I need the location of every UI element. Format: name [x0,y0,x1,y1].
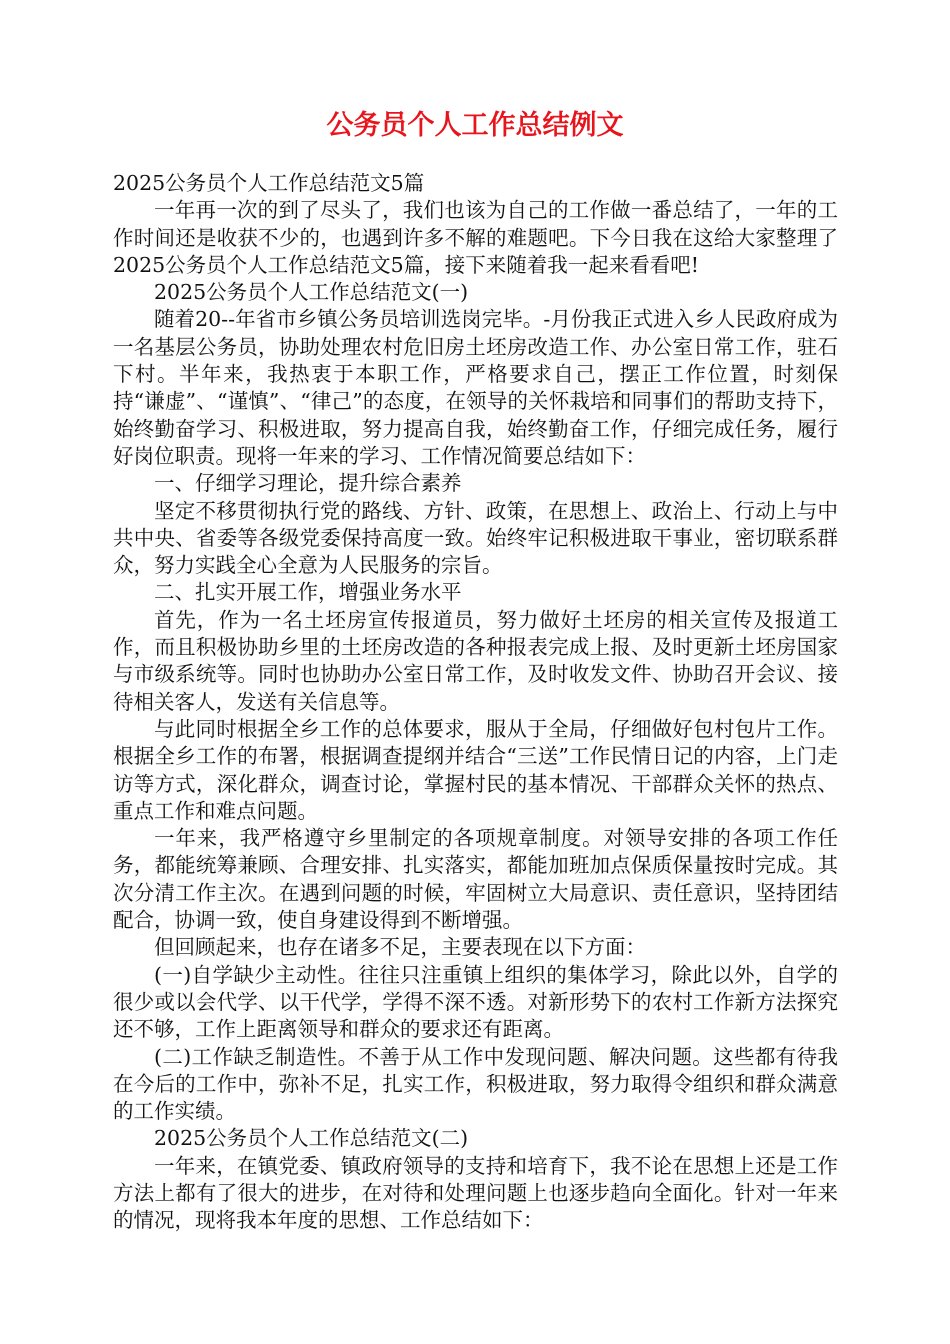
paragraph: 与此同时根据全乡工作的总体要求，服从于全局，仔细做好包村包片工作。根据全乡工作的布署，根据调查提纲并结合“三送”工作民情日记的内容，上门走访等方式，深化群众，调查讨论，掌握村民的基本情况、干部群众关怀的热点、重点工作和难点问题。 [113,716,838,823]
paragraph: 坚定不移贯彻执行党的路线、方针、政策，在思想上、政治上、行动上与中共中央、省委等各级党委保持高度一致。始终牢记积极进取干事业，密切联系群众，努力实践全心全意为人民服务的宗旨。 [113,498,838,578]
paragraph: 一年来，我严格遵守乡里制定的各项规章制度。对领导安排的各项工作任务，都能统筹兼顾、合理安排、扎实落实，都能加班加点保质保量按时完成。其次分清工作主次。在遇到问题的时候，牢固树立大局意识、责任意识，坚持团结配合，协调一致，使自身建设得到不断增强。 [113,826,838,933]
intro-heading: 2025公务员个人工作总结范文5篇 [113,171,425,195]
document-title: 公务员个人工作总结例文 [326,110,624,141]
paragraph: (二)工作缺乏制造性。不善于从工作中发现问题、解决问题。这些都有待我在今后的工作中，弥补不足，扎实工作，积极进取，努力取得令组织和群众满意的工作实绩。 [113,1044,838,1124]
paragraph: 但回顾起来，也存在诸多不足，主要表现在以下方面： [154,935,646,960]
paragraph: (一)自学缺少主动性。往往只注重镇上组织的集体学习，除此以外，自学的很少或以会代学、以干代学，学得不深不透。对新形势下的农村工作新方法探究还不够，工作上距离领导和群众的要求还有距离。 [113,962,838,1042]
paragraph: 一年来，在镇党委、镇政府领导的支持和培育下，我不论在思想上还是工作方法上都有了很大的进步，在对待和处理问题上也逐步趋向全面化。针对一年来的情况，现将我本年度的思想、工作总结如下： [113,1153,838,1233]
paragraph: 首先，作为一名土坯房宣传报道员，努力做好土坯房的相关宣传及报道工作，而且积极协助乡里的土坯房改造的各种报表完成上报、及时更新土坯房国家与市级系统等。同时也协助办公室日常工作，及时收发文件、协助召开会议、接待相关客人，发送有关信息等。 [113,607,838,714]
subheading-work: 二、扎实开展工作，增强业务水平 [154,580,462,605]
intro-paragraph: 一年再一次的到了尽头了，我们也该为自己的工作做一番总结了，一年的工作时间还是收获不少的，也遇到许多不解的难题吧。下今日我在这给大家整理了2025公务员个人工作总结范文5篇，接下来随着我一起来看看吧! [113,198,838,277]
section-heading-two: 2025公务员个人工作总结范文(二) [154,1126,469,1151]
paragraph: 随着20--年省市乡镇公务员培训选岗完毕。-月份我正式进入乡人民政府成为一名基层公务员，协助处理农村危旧房土坯房改造工作、办公室日常工作，驻石下村。半年来，我热衷于本职工作，严格要求自己，摆正工作位置，时刻保持“谦虚”、“谨慎”、“律己”的态度，在领导的关怀栽培和同事们的帮助支持下，始终勤奋学习、积极进取，努力提高自我，始终勤奋工作，仔细完成任务，履行好岗位职责。现将一年来的学习、工作情况简要总结如下： [113,307,838,468]
section-heading-one: 2025公务员个人工作总结范文(一) [154,280,469,305]
document-body [113,170,838,1235]
subheading-study: 一、仔细学习理论，提升综合素养 [154,471,462,496]
